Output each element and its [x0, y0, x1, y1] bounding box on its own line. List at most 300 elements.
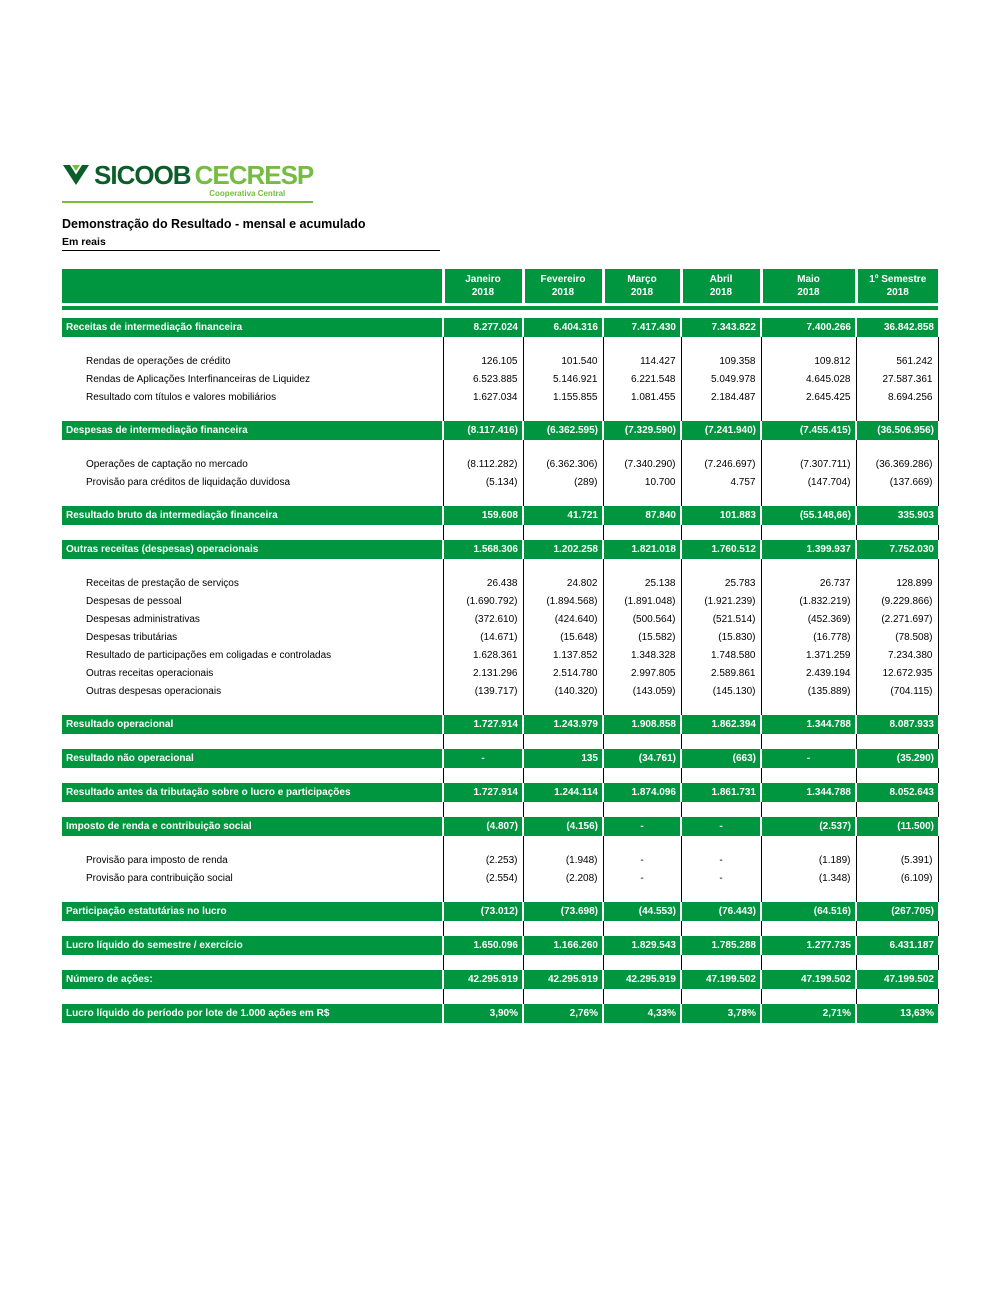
section-row — [62, 936, 938, 955]
column-header-maio — [761, 269, 856, 303]
section-row — [62, 421, 938, 440]
cell-1-semestre — [856, 802, 938, 817]
cell-1-semestre: 13,63% — [856, 1004, 938, 1023]
row-label — [62, 802, 443, 817]
cell-abril — [681, 887, 761, 902]
table-header-row — [62, 269, 938, 303]
cell-marco: 87.840 — [603, 506, 681, 525]
cell-maio: (1.189) — [761, 851, 856, 869]
column-year-label: 2018 — [630, 287, 654, 298]
cell-maio: (7.455.415) — [761, 421, 856, 440]
cell-marco: (500.564) — [603, 610, 681, 628]
cell-maio: (1.832.219) — [761, 592, 856, 610]
cell-janeiro: 1.568.306 — [443, 540, 523, 559]
cell-marco: (1.891.048) — [603, 592, 681, 610]
row-label: Despesas de pessoal — [86, 595, 182, 607]
cell-maio — [761, 406, 856, 421]
cell-janeiro: 2.131.296 — [443, 664, 523, 682]
cell-marco: 1.348.328 — [603, 646, 681, 664]
cell-janeiro — [443, 802, 523, 817]
section-row — [62, 783, 938, 802]
cell-marco: 1.081.455 — [603, 388, 681, 406]
cell-1-semestre — [856, 440, 938, 455]
cell-maio: 1.344.788 — [761, 783, 856, 802]
cell-1-semestre: 8.694.256 — [856, 388, 938, 406]
detail-row — [62, 646, 938, 664]
cell-fevereiro — [523, 887, 603, 902]
section-row — [62, 506, 938, 525]
row-label — [62, 525, 443, 540]
cell-marco: 6.221.548 — [603, 370, 681, 388]
cell-janeiro: 1.727.914 — [443, 783, 523, 802]
cell-marco: 114.427 — [603, 352, 681, 370]
cell-marco: 42.295.919 — [603, 970, 681, 989]
cell-fevereiro: 42.295.919 — [523, 970, 603, 989]
cell-abril — [681, 700, 761, 715]
cell-abril — [681, 768, 761, 783]
cell-janeiro: (73.012) — [443, 902, 523, 921]
cell-maio — [761, 921, 856, 936]
cell-fevereiro — [523, 525, 603, 540]
sicoob-v-icon — [62, 164, 90, 186]
cell-marco: (34.761) — [603, 749, 681, 768]
cell-abril — [681, 406, 761, 421]
header-empty-cell — [62, 269, 443, 303]
cell-maio — [761, 802, 856, 817]
cell-fevereiro — [523, 337, 603, 352]
cell-fevereiro: 1.166.260 — [523, 936, 603, 955]
cell-janeiro: (2.554) — [443, 869, 523, 887]
cell-janeiro — [443, 955, 523, 970]
row-label: Rendas de operações de crédito — [86, 355, 231, 367]
cell-abril: - — [681, 817, 761, 836]
cell-fevereiro: (6.362.595) — [523, 421, 603, 440]
cell-1-semestre — [856, 836, 938, 851]
row-label — [62, 921, 443, 936]
cell-abril: (663) — [681, 749, 761, 768]
cell-abril: 3,78% — [681, 1004, 761, 1023]
cell-abril — [681, 525, 761, 540]
cell-abril: 1.760.512 — [681, 540, 761, 559]
cell-abril — [681, 734, 761, 749]
column-month-label: Abril — [709, 273, 733, 285]
detail-row — [62, 455, 938, 473]
cell-1-semestre — [856, 559, 938, 574]
cell-maio: (452.369) — [761, 610, 856, 628]
cell-janeiro: 8.277.024 — [443, 318, 523, 337]
cell-janeiro: (5.134) — [443, 473, 523, 491]
cell-janeiro — [443, 406, 523, 421]
cell-abril — [681, 836, 761, 851]
cell-1-semestre — [856, 989, 938, 1004]
logo-brand-text: SICOOB — [94, 160, 191, 190]
cell-fevereiro — [523, 440, 603, 455]
row-label: Resultado de participações em coligadas e controladas — [86, 649, 332, 661]
row-label — [62, 491, 443, 506]
column-header-abril — [681, 269, 761, 303]
cell-fevereiro: 1.137.852 — [523, 646, 603, 664]
row-label — [62, 989, 443, 1004]
spacer-row — [62, 491, 938, 506]
column-month-label: Maio — [797, 273, 820, 285]
cell-1-semestre: (5.391) — [856, 851, 938, 869]
cell-fevereiro — [523, 406, 603, 421]
cell-abril: (7.241.940) — [681, 421, 761, 440]
cell-fevereiro: (15.648) — [523, 628, 603, 646]
cell-fevereiro: 2,76% — [523, 1004, 603, 1023]
cell-abril: 1.862.394 — [681, 715, 761, 734]
cell-maio: (7.307.711) — [761, 455, 856, 473]
cell-marco — [603, 700, 681, 715]
spacer-row — [62, 559, 938, 574]
cell-janeiro: (2.253) — [443, 851, 523, 869]
detail-row — [62, 664, 938, 682]
cell-janeiro: (8.112.282) — [443, 455, 523, 473]
cell-maio: 1.371.259 — [761, 646, 856, 664]
row-label: Lucro líquido do período por lote de 1.000 ações em R$ — [62, 1004, 443, 1023]
cell-maio — [761, 989, 856, 1004]
cell-maio: 7.400.266 — [761, 318, 856, 337]
cell-marco — [603, 802, 681, 817]
cell-maio: 109.812 — [761, 352, 856, 370]
cell-1-semestre: 8.087.933 — [856, 715, 938, 734]
cell-fevereiro — [523, 836, 603, 851]
cell-1-semestre — [856, 768, 938, 783]
cell-maio: (55.148,66) — [761, 506, 856, 525]
cell-janeiro: 26.438 — [443, 574, 523, 592]
cell-janeiro — [443, 491, 523, 506]
cell-marco: 2.997.805 — [603, 664, 681, 682]
row-label — [62, 406, 443, 421]
column-month-label: Janeiro — [465, 273, 501, 285]
cell-marco — [603, 559, 681, 574]
cell-fevereiro: (6.362.306) — [523, 455, 603, 473]
row-label — [62, 955, 443, 970]
cell-1-semestre: 47.199.502 — [856, 970, 938, 989]
cell-1-semestre: 8.052.643 — [856, 783, 938, 802]
cell-1-semestre — [856, 887, 938, 902]
cell-fevereiro: (1.948) — [523, 851, 603, 869]
cell-marco: 7.417.430 — [603, 318, 681, 337]
column-year-label: 2018 — [551, 287, 575, 298]
cell-janeiro: 159.608 — [443, 506, 523, 525]
cell-1-semestre: (78.508) — [856, 628, 938, 646]
detail-row — [62, 869, 938, 887]
cell-marco — [603, 836, 681, 851]
cell-1-semestre: (6.109) — [856, 869, 938, 887]
cell-1-semestre: (9.229.866) — [856, 592, 938, 610]
cell-fevereiro: (289) — [523, 473, 603, 491]
cell-abril: 1.785.288 — [681, 936, 761, 955]
cell-abril: - — [681, 869, 761, 887]
logo-row — [62, 162, 313, 188]
cell-maio: (64.516) — [761, 902, 856, 921]
column-header-janeiro — [443, 269, 523, 303]
row-label: Provisão para imposto de renda — [86, 854, 228, 866]
table-head — [62, 269, 938, 303]
cell-maio: 1.344.788 — [761, 715, 856, 734]
cell-fevereiro — [523, 491, 603, 506]
row-label: Receitas de intermediação financeira — [62, 318, 443, 337]
cell-marco — [603, 921, 681, 936]
cell-fevereiro — [523, 700, 603, 715]
cell-fevereiro: 24.802 — [523, 574, 603, 592]
cell-marco — [603, 887, 681, 902]
row-label: Resultado não operacional — [62, 749, 443, 768]
detail-row — [62, 628, 938, 646]
cell-abril: 109.358 — [681, 352, 761, 370]
cell-1-semestre: (704.115) — [856, 682, 938, 700]
cell-1-semestre: (36.369.286) — [856, 455, 938, 473]
spacer-row — [62, 406, 938, 421]
cell-abril: - — [681, 851, 761, 869]
cell-abril: 1.748.580 — [681, 646, 761, 664]
cell-abril: 5.049.978 — [681, 370, 761, 388]
row-label — [62, 337, 443, 352]
cell-janeiro: (372.610) — [443, 610, 523, 628]
income-statement-table — [62, 269, 939, 1023]
cell-marco: 25.138 — [603, 574, 681, 592]
row-label — [62, 734, 443, 749]
cell-marco — [603, 525, 681, 540]
cell-janeiro: 1.727.914 — [443, 715, 523, 734]
cell-marco — [603, 440, 681, 455]
cell-1-semestre — [856, 491, 938, 506]
section-row — [62, 318, 938, 337]
cell-1-semestre — [856, 921, 938, 936]
column-header-1-semestre — [856, 269, 938, 303]
cell-fevereiro: (1.894.568) — [523, 592, 603, 610]
cell-fevereiro: (4.156) — [523, 817, 603, 836]
cell-janeiro: (14.671) — [443, 628, 523, 646]
cell-1-semestre: 335.903 — [856, 506, 938, 525]
spacer-row — [62, 802, 938, 817]
cell-1-semestre: 6.431.187 — [856, 936, 938, 955]
row-label: Número de ações: — [62, 970, 443, 989]
cell-maio: (135.889) — [761, 682, 856, 700]
spacer-row — [62, 525, 938, 540]
cell-janeiro — [443, 559, 523, 574]
cell-maio: (16.778) — [761, 628, 856, 646]
cell-marco — [603, 491, 681, 506]
section-row — [62, 902, 938, 921]
cell-maio — [761, 559, 856, 574]
cell-1-semestre: 7.752.030 — [856, 540, 938, 559]
cell-abril: (15.830) — [681, 628, 761, 646]
spacer-row — [62, 836, 938, 851]
row-label: Despesas de intermediação financeira — [62, 421, 443, 440]
cell-maio — [761, 700, 856, 715]
cell-janeiro: 1.628.361 — [443, 646, 523, 664]
units-label: Em reais — [62, 236, 440, 251]
cell-fevereiro: (2.208) — [523, 869, 603, 887]
cell-abril: (145.130) — [681, 682, 761, 700]
section-row — [62, 970, 938, 989]
cell-marco: 10.700 — [603, 473, 681, 491]
detail-row — [62, 574, 938, 592]
row-label: Resultado com títulos e valores mobiliários — [86, 391, 277, 403]
spacer-row — [62, 337, 938, 352]
cell-janeiro: 3,90% — [443, 1004, 523, 1023]
cell-1-semestre — [856, 734, 938, 749]
cell-janeiro: 6.523.885 — [443, 370, 523, 388]
row-label — [62, 887, 443, 902]
header-gap-below-cell — [62, 310, 938, 318]
cell-abril: 2.589.861 — [681, 664, 761, 682]
cell-fevereiro — [523, 921, 603, 936]
cell-marco: 1.821.018 — [603, 540, 681, 559]
cell-abril — [681, 337, 761, 352]
column-header-fevereiro — [523, 269, 603, 303]
cell-1-semestre: 7.234.380 — [856, 646, 938, 664]
row-label: Despesas administrativas — [86, 613, 200, 625]
cell-marco: - — [603, 817, 681, 836]
cell-fevereiro: (424.640) — [523, 610, 603, 628]
cell-maio: (1.348) — [761, 869, 856, 887]
cell-fevereiro: 5.146.921 — [523, 370, 603, 388]
cell-marco — [603, 734, 681, 749]
spacer-row — [62, 887, 938, 902]
cell-fevereiro — [523, 955, 603, 970]
cell-1-semestre: 36.842.858 — [856, 318, 938, 337]
column-month-label: Fevereiro — [540, 273, 586, 285]
cell-marco: (143.059) — [603, 682, 681, 700]
cell-janeiro — [443, 525, 523, 540]
column-header-marco — [603, 269, 681, 303]
cell-abril: 7.343.822 — [681, 318, 761, 337]
column-year-label: 2018 — [471, 287, 495, 298]
spacer-row — [62, 700, 938, 715]
cell-janeiro — [443, 440, 523, 455]
cell-marco: 4,33% — [603, 1004, 681, 1023]
cell-fevereiro: 41.721 — [523, 506, 603, 525]
cell-1-semestre — [856, 955, 938, 970]
cell-janeiro — [443, 768, 523, 783]
cell-fevereiro: (73.698) — [523, 902, 603, 921]
cell-marco — [603, 768, 681, 783]
cell-maio: 2,71% — [761, 1004, 856, 1023]
row-label: Rendas de Aplicações Interfinanceiras de Liquidez — [86, 373, 311, 385]
cell-marco: - — [603, 851, 681, 869]
cell-janeiro: (8.117.416) — [443, 421, 523, 440]
cell-maio — [761, 525, 856, 540]
detail-row — [62, 592, 938, 610]
cell-janeiro: - — [443, 749, 523, 768]
cell-marco — [603, 337, 681, 352]
column-month-label: Março — [627, 273, 657, 285]
row-label: Outras despesas operacionais — [86, 685, 222, 697]
cell-maio: 2.439.194 — [761, 664, 856, 682]
cell-maio: 1.399.937 — [761, 540, 856, 559]
row-label: Provisão para créditos de liquidação duvidosa — [86, 476, 291, 488]
cell-1-semestre: 27.587.361 — [856, 370, 938, 388]
detail-row — [62, 352, 938, 370]
cell-abril — [681, 955, 761, 970]
cell-1-semestre: (2.271.697) — [856, 610, 938, 628]
cell-janeiro: 1.627.034 — [443, 388, 523, 406]
cell-fevereiro — [523, 559, 603, 574]
cell-1-semestre — [856, 406, 938, 421]
cell-abril: 2.184.487 — [681, 388, 761, 406]
detail-row — [62, 610, 938, 628]
cell-fevereiro: (140.320) — [523, 682, 603, 700]
cell-maio: (147.704) — [761, 473, 856, 491]
cell-maio: 26.737 — [761, 574, 856, 592]
row-label: Lucro líquido do semestre / exercício — [62, 936, 443, 955]
cell-maio: - — [761, 749, 856, 768]
cell-abril: (521.514) — [681, 610, 761, 628]
section-row — [62, 540, 938, 559]
detail-row — [62, 388, 938, 406]
section-row — [62, 715, 938, 734]
column-year-label: 2018 — [709, 287, 733, 298]
cell-maio — [761, 887, 856, 902]
cell-1-semestre: 12.672.935 — [856, 664, 938, 682]
row-label: Resultado operacional — [62, 715, 443, 734]
cell-1-semestre: (137.669) — [856, 473, 938, 491]
cell-janeiro — [443, 734, 523, 749]
cell-fevereiro — [523, 989, 603, 1004]
cell-fevereiro: 2.514.780 — [523, 664, 603, 682]
row-label: Resultado antes da tributação sobre o lucro e participações — [62, 783, 443, 802]
row-label: Resultado bruto da intermediação financeira — [62, 506, 443, 525]
cell-1-semestre — [856, 700, 938, 715]
cell-marco: 1.829.543 — [603, 936, 681, 955]
cell-1-semestre: 561.242 — [856, 352, 938, 370]
cell-marco: (7.329.590) — [603, 421, 681, 440]
spacer-row — [62, 768, 938, 783]
cell-maio — [761, 440, 856, 455]
cell-abril: (1.921.239) — [681, 592, 761, 610]
cell-maio — [761, 955, 856, 970]
cell-maio: (2.537) — [761, 817, 856, 836]
cell-marco: - — [603, 869, 681, 887]
cell-abril: (76.443) — [681, 902, 761, 921]
cell-janeiro — [443, 887, 523, 902]
cell-fevereiro: 1.243.979 — [523, 715, 603, 734]
report-content — [62, 162, 940, 1023]
cell-marco: 1.874.096 — [603, 783, 681, 802]
section-row — [62, 817, 938, 836]
cell-fevereiro — [523, 768, 603, 783]
cell-1-semestre: (11.500) — [856, 817, 938, 836]
cell-1-semestre: (36.506.956) — [856, 421, 938, 440]
cell-fevereiro — [523, 802, 603, 817]
cell-janeiro — [443, 989, 523, 1004]
cell-maio — [761, 491, 856, 506]
column-year-label: 2018 — [886, 287, 909, 298]
cell-marco: (7.340.290) — [603, 455, 681, 473]
row-label — [62, 836, 443, 851]
sicoob-cecresp-logo — [62, 162, 313, 203]
section-row — [62, 749, 938, 768]
detail-row — [62, 682, 938, 700]
header-gap-below — [62, 310, 938, 318]
cell-janeiro — [443, 337, 523, 352]
row-label — [62, 559, 443, 574]
row-label: Participação estatutárias no lucro — [62, 902, 443, 921]
row-label: Imposto de renda e contribuição social — [62, 817, 443, 836]
cell-abril: 47.199.502 — [681, 970, 761, 989]
cell-abril — [681, 802, 761, 817]
cell-janeiro: (4.807) — [443, 817, 523, 836]
detail-row — [62, 473, 938, 491]
cell-janeiro: (139.717) — [443, 682, 523, 700]
cell-janeiro — [443, 700, 523, 715]
row-label: Outras receitas (despesas) operacionais — [62, 540, 443, 559]
detail-row — [62, 370, 938, 388]
cell-fevereiro: 6.404.316 — [523, 318, 603, 337]
